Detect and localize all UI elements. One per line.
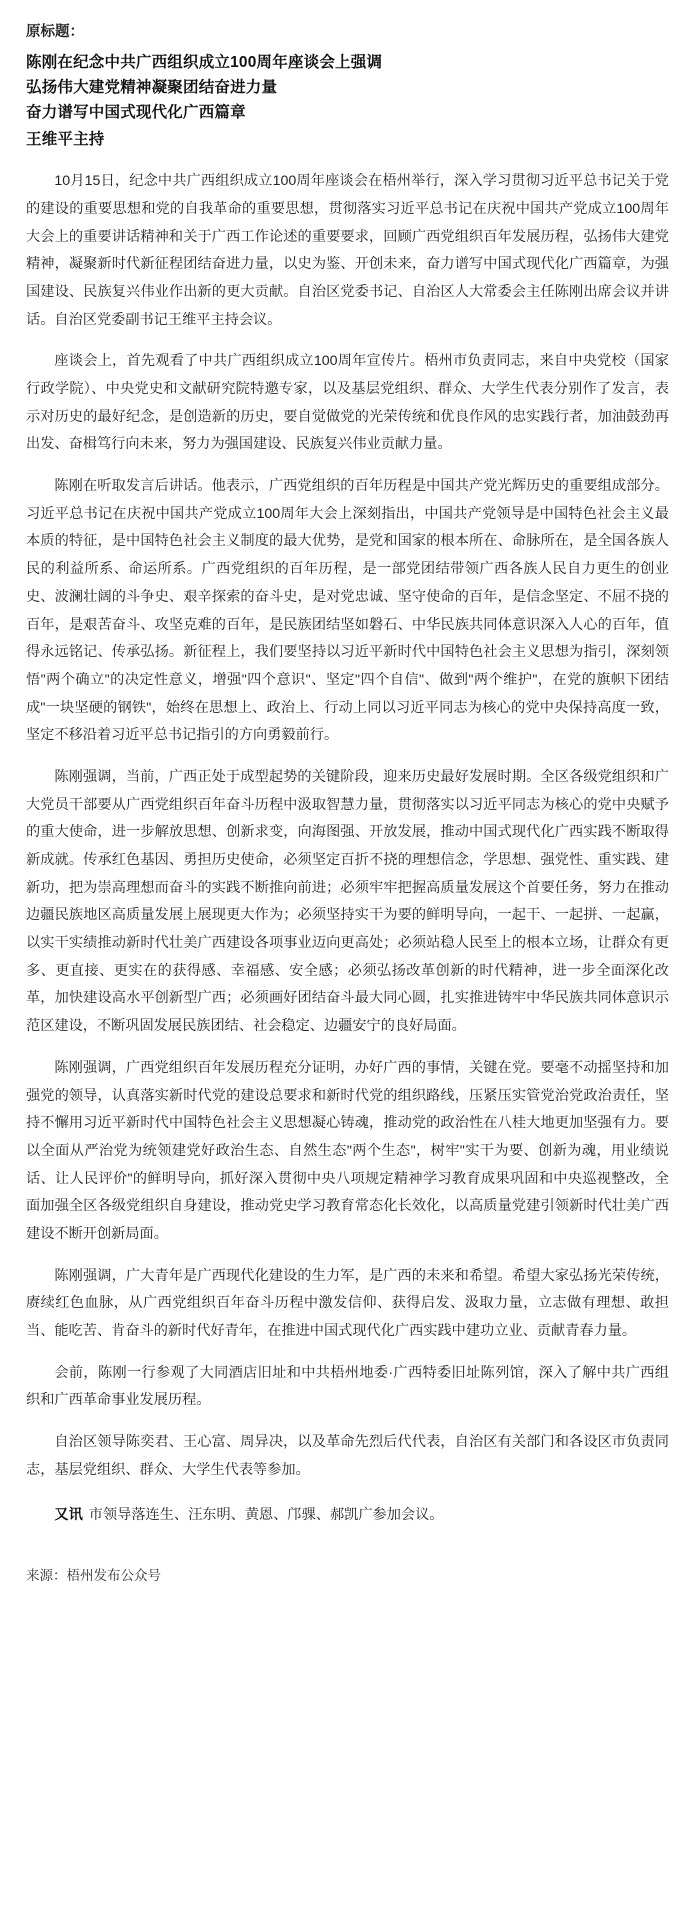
article-paragraph: 座谈会上，首先观看了中共广西组织成立100周年宣传片。梧州市负责同志，来自中央党校（国家行政学院）、中央党史和文献研究院特邀专家，以及基层党组织、群众、大学生代表分别作了发言，表示对历史的最好纪念，是创造新的历史，要自觉做党的光荣传统和优良作风的忠实践行者，加油鼓劲再出发、奋楫笃行向未来，努力为强国建设、民族复兴伟业贡献力量。 [26, 353, 669, 453]
headline-line-3: 奋力谱写中国式现代化广西篇章 [26, 103, 246, 121]
headline-line-1: 陈刚在纪念中共广西组织成立100周年座谈会上强调 [26, 53, 383, 71]
article-source: 来源：梧州发布公众号 [26, 1568, 161, 1584]
notice-text: 市领导落连生、汪东明、黄恩、邝骒、郝凯广参加会议。 [88, 1507, 444, 1524]
notice-tag: 又讯 [54, 1507, 83, 1524]
original-title-label: 原标题： [26, 24, 84, 40]
headline-line-2: 弘扬伟大建党精神凝聚团结奋进力量 [26, 78, 278, 96]
article-paragraph: 陈刚强调，广大青年是广西现代化建设的生力军，是广西的未来和希望。希望大家弘扬光荣传统，赓续红色血脉，从广西党组织百年奋斗历程中激发信仰、获得启发、汲取力量，立志做有理想、敢担当、能吃苦、肯奋斗的新时代好青年，在推进中国式现代化广西实践中建功立业、贡献青春力量。 [26, 1267, 669, 1339]
article-paragraph: 陈刚在听取发言后讲话。他表示，广西党组织的百年历程是中国共产党光辉历史的重要组成部分。习近平总书记在庆祝中国共产党成立100周年大会上深刻指出，中国共产党领导是中国特色社会主义最本质的特征，是中国特色社会主义制度的最大优势，是党和国家的根本所在、命脉所在，是全国各族人民的利益所系、命运所系。广西党组织的百年历程，是一部党团结带领广西各族人民自力更生的创业史、波澜壮阔的斗争史、艰辛探索的奋斗史，是对党忠诚、坚守使命的百年，是信念坚定、不屈不挠的百年，是艰苦奋斗、攻坚克难的百年，是民族团结坚如磐石、中华民族共同体意识深入人心的百年，值得永远铭记、传承弘扬。新征程上，我们要坚持以习近平新时代中国特色社会主义思想为指引，深刻领悟"两个确立"的决定性意义，增强"四个意识"、坚定"四个自信"、做到"两个维护"，在党的旗帜下团结成"一块坚硬的钢铁"，始终在思想上、政治上、行动上同以习近平同志为核心的党中央保持高度一致，坚定不移沿着习近平总书记指引的方向勇毅前行。 [26, 478, 669, 744]
article-paragraph: 陈刚强调，当前，广西正处于成型起势的关键阶段，迎来历史最好发展时期。全区各级党组织和广大党员干部要从广西党组织百年奋斗历程中汲取智慧力量，贯彻落实以习近平同志为核心的党中央赋予的重大使命，进一步解放思想、创新求变，向海图强、开放发展，推动中国式现代化广西实践不断取得新成就。传承红色基因、勇担历史使命，必须坚定百折不挠的理想信念，学思想、强党性、重实践、建新功，把为崇高理想而奋斗的实践不断推向前进；必须牢牢把握高质量发展这个首要任务，努力在推动边疆民族地区高质量发展上展现更大作为；必须坚持实干为要的鲜明导向，一起干、一起拼、一起赢，以实干实绩推动新时代壮美广西建设各项事业迈向更高处；必须站稳人民至上的根本立场，让群众有更多、更直接、更实在的获得感、幸福感、安全感；必须弘扬改革创新的时代精神，进一步全面深化改革，加快建设高水平创新型广西；必须画好团结奋斗最大同心圆，扎实推进铸牢中华民族共同体意识示范区建设，不断巩固发展民族团结、社会稳定、边疆安宁的良好局面。 [26, 768, 669, 1035]
article-paragraph: 自治区领导陈奕君、王心富、周异决，以及革命先烈后代代表，自治区有关部门和各设区市负责同志，基层党组织、群众、大学生代表等参加。 [26, 1434, 669, 1478]
article-paragraph: 会前，陈刚一行参观了大同酒店旧址和中共梧州地委·广西特委旧址陈列馆，深入了解中共广西组织和广西革命事业发展历程。 [26, 1364, 669, 1409]
article-paragraph: 10月15日，纪念中共广西组织成立100周年座谈会在梧州举行，深入学习贯彻习近平总书记关于党的建设的重要思想和党的自我革命的重要思想，贯彻落实习近平总书记在庆祝中国共产党成立100周年大会上的重要讲话精神和关于广西工作论述的重要要求，回顾广西党组织百年发展历程，弘扬伟大建党精神，凝聚新时代新征程团结奋进力量，以史为鉴、开创未来，奋力谱写中国式现代化广西篇章，为强国建设、民族复兴伟业作出新的更大贡献。自治区党委书记、自治区人大常委会主任陈刚出席会议并讲话。自治区党委副书记王维平主持会议。 [26, 173, 669, 328]
additional-notice [26, 1502, 669, 1530]
byline: 王维平主持 [26, 131, 105, 149]
page-title [26, 50, 669, 125]
article-paragraph: 陈刚强调，广西党组织百年发展历程充分证明，办好广西的事情，关键在党。要毫不动摇坚持和加强党的领导，认真落实新时代党的建设总要求和新时代党的组织路线，压紧压实管党治党政治责任，坚持不懈用习近平新时代中国特色社会主义思想凝心铸魂，推动党的政治性在八桂大地更加坚强有力。要以全面从严治党为统领建党好政治生态、自然生态"两个生态"，树牢"实干为要、创新为魂，用业绩说话、让人民评价"的鲜明导向，抓好深入贯彻中央八项规定精神学习教育成果巩固和中央巡视整改，全面加强全区各级党组织自身建设，推动党史学习教育常态化长效化，以高质量党建引领新时代壮美广西建设不断开创新局面。 [26, 1059, 669, 1242]
bottom-spacer [26, 1588, 669, 1598]
